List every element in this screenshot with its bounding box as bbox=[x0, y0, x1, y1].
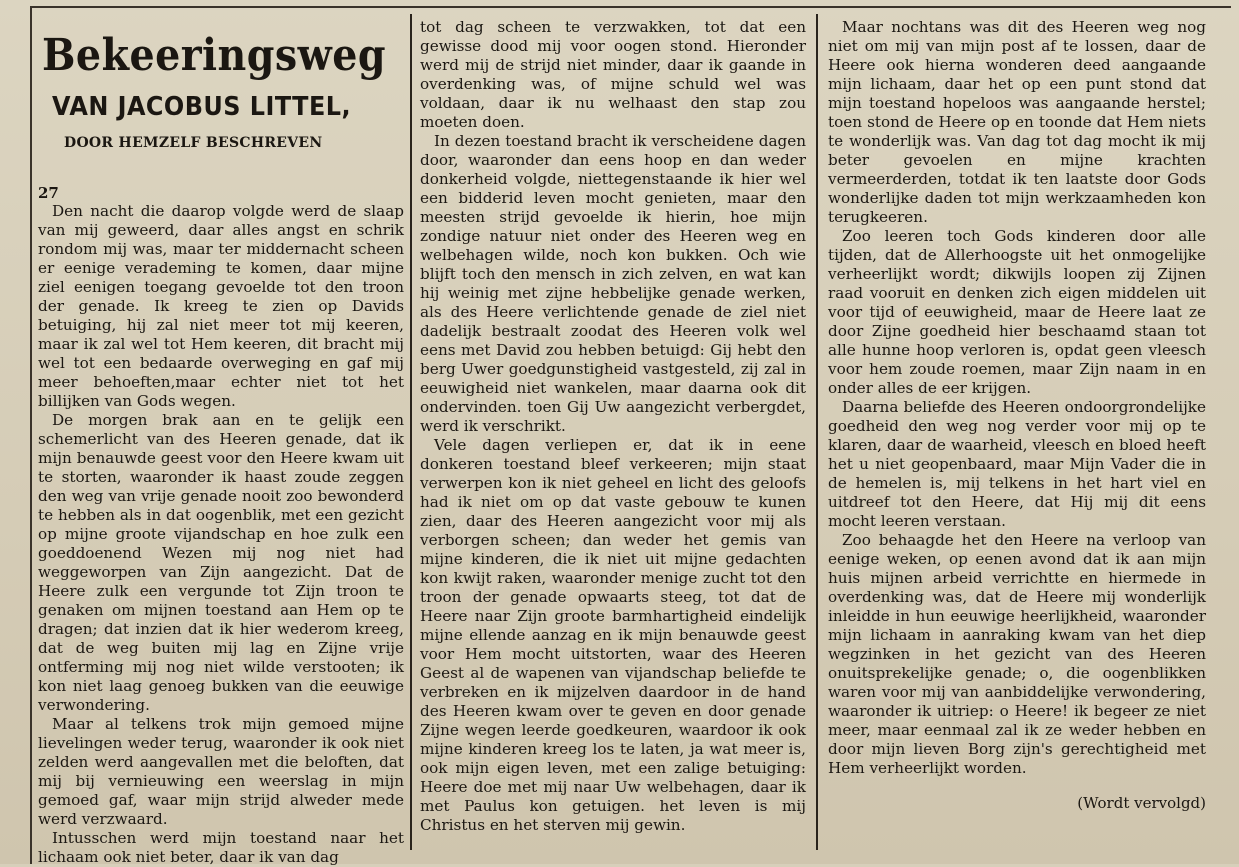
paragraph: In dezen toestand bracht ik verscheidene dagen door, waaronder dan eens hoop en dan weder donkerheid volgde, niettegenstaande ik hier wel een bidderid leven mocht genieten, maar den meesten strijd gevoelde ik hierin, hoe mijn zondige natuur niet onder des Heeren weg en welbehagen wilde, noch kon bukken. Och wie blijft toch den mensch in zich zelven, en wat kan hij weinig met zijne hebbelijke genade werken, als des Heere verlichtende genade de ziel niet dadelijk bestraalt zoodat des Heeren volk wel eens met David zou hebben betuigd: Gij hebt den berg Uwer goedgunstigheid vastgesteld, zij zal in eeuwigheid niet wankelen, maar daarna ook dit ondervinden. toen Gij Uw aangezicht verbergdet, werd ik verschrikt. bbox=[420, 132, 806, 435]
paragraph: Vele dagen verliepen er, dat ik in eene donkeren toestand bleef verkeeren; mijn staat verwerpen kon ik niet geheel en licht des geloofs had ik niet om op dat vaste gebouw te kunen zien, daar des Heeren aangezicht voor mij als verborgen scheen; dan weder het gemis van mijne kinderen, die ik niet uit mijne gedachten kon kwijt raken, waaronder menige zucht tot den troon der genade opwaarts steeg, tot dat de Heere naar Zijn groote barmhartigheid eindelijk mijne ellende aanzag en ik mijn benauwde geest voor Hem mocht uitstorten, waar des Heeren Geest al de wapenen van vijandschap beliefde te verbreken en ik mijzelven daardoor in de hand des Heeren kwam over te geven en door genade Zijne wegen leerde goedkeuren, waardoor ik ook mijne kinderen kreeg los te laten, ja wat meer is, ook mijn eigen leven, met een zalige betuiging: Heere doe met mij naar Uw welbehagen, daar ik met Paulus kon getuigen. het leven is mij Christus en het sterven mij gewin. bbox=[420, 436, 806, 834]
column-rule-2 bbox=[816, 14, 818, 850]
article-byline: DOOR HEMZELF BESCHREVEN bbox=[64, 135, 323, 151]
article-title: Bekeeringsweg bbox=[42, 30, 386, 81]
paragraph: Intusschen werd mijn toestand naar het lichaam ook niet beter, daar ik van dag bbox=[38, 829, 404, 866]
paragraph: Maar al telkens trok mijn gemoed mijne lievelingen weder terug, waaronder ik ook niet zelden werd aangevallen met die beloften, dat mij bij vernieuwing een weerslag in mijn gemoed gaf, waar mijn strijd alweder mede werd verzwaard. bbox=[38, 715, 404, 828]
column-2 bbox=[420, 18, 806, 835]
installment-number: 27 bbox=[38, 184, 59, 202]
paragraph: Daarna beliefde des Heeren ondoorgrondelijke goedheid den weg nog verder voor mij op te klaren, daar de waarheid, vleesch en bloed heeft het u niet geopenbaard, maar Mijn Vader die in de hemelen is, mij telkens in het hart viel en uitdreef tot den Heere, dat Hij mij dit eens mocht leeren verstaan. bbox=[828, 398, 1206, 530]
article-subtitle: VAN JACOBUS LITTEL, bbox=[52, 92, 351, 122]
column-rule-1 bbox=[410, 14, 412, 850]
paragraph: Zoo leeren toch Gods kinderen door alle tijden, dat de Allerhoogste uit het onmogelijke verheerlijkt wordt; dikwijls loopen zij Zijnen raad vooruit en denken zich eigen middelen uit voor tijd of eeuwigheid, maar de Heere laat ze door Zijne goedheid hier beschaamd staan tot alle hunne hoop verloren is, opdat geen vleesch voor hem zoude roemen, maar Zijn naam in en onder alles de eer krijgen. bbox=[828, 227, 1206, 397]
column-3 bbox=[828, 18, 1206, 812]
column-1 bbox=[38, 18, 404, 867]
paragraph: Den nacht die daarop volgde werd de slaap van mij geweerd, daar alles angst en schrik rondom mij was, maar ter middernacht scheen er eenige verademing te komen, daar mijne ziel eenigen toegang gevoelde tot den troon der genade. Ik kreeg te zien op Davids betuiging, hij zal niet meer tot mij keeren, maar ik zal wel tot Hem keeren, dit bracht mij wel tot een bedaarde overweging en gaf mij meer behoeften,maar echter niet tot het billijken van Gods wegen. bbox=[38, 202, 404, 410]
top-rule bbox=[30, 6, 1231, 8]
left-rule bbox=[30, 8, 32, 864]
paragraph: De morgen brak aan en te gelijk een schemerlicht van des Heeren genade, dat ik mijn benauwde geest voor den Heere kwam uit te storten, waaronder ik haast zoude zeggen den weg van vrije genade nooit zoo bewonderd te hebben als in dat oogenblik, met een gezicht op mijne groote vijandschap en hoe zulk een goeddoenend Wezen mij nog niet had weggeworpen van Zijn aangezicht. Dat de Heere zulk een vergunde tot Zijn troon te genaken om mijnen toestand aan Hem op te dragen; dat inzien dat ik hier wederom kreeg, dat de weg buiten mij lag en Zijne vrije ontferming mij nog niet wilde verstooten; ik kon niet laag genoeg bukken van die eeuwige verwondering. bbox=[38, 411, 404, 714]
paragraph: Zoo behaagde het den Heere na verloop van eenige weken, op eenen avond dat ik aan mijn huis mijnen arbeid verrichtte en hiermede in overdenking was, dat de Heere mij wonderlijk inleidde in hun eeuwige heerlijkheid, waaronder mijn lichaam in aanraking kwam van het diep wegzinken in het gezicht van des Heeren onuitsprekelijke genade; o, die oogenblikken waren voor mij van aanbiddelijke verwondering, waaronder ik uitriep: o Heere! ik begeer ze niet meer, maar eenmaal zal ik ze weder hebben en door mijn lieven Borg zijn's gerechtigheid met Hem verheerlijkt worden. bbox=[828, 531, 1206, 777]
paragraph: Maar nochtans was dit des Heeren weg nog niet om mij van mijn post af te lossen, daar de Heere ook hierna wonderen deed aangaande mijn lichaam, daar het op een punt stond dat mijn toestand hopeloos was aangaande herstel; toen stond de Heere op en toonde dat Hem niets te wonderlijk was. Van dag tot dag mocht ik mij beter gevoelen en mijne krachten vermeerderden, totdat ik ten laatste door Gods wonderlijke daden tot mijn werkzaamheden kon terugkeeren. bbox=[828, 18, 1206, 226]
continued-note: (Wordt vervolgd) bbox=[1077, 794, 1206, 812]
paragraph: tot dag scheen te verzwakken, tot dat een gewisse dood mij voor oogen stond. Hieronder werd mij de strijd niet minder, daar ik gaande in overdenking was, of mijne schuld wel was voldaan, daar ik nu welhaast den stap zou moeten doen. bbox=[420, 18, 806, 131]
